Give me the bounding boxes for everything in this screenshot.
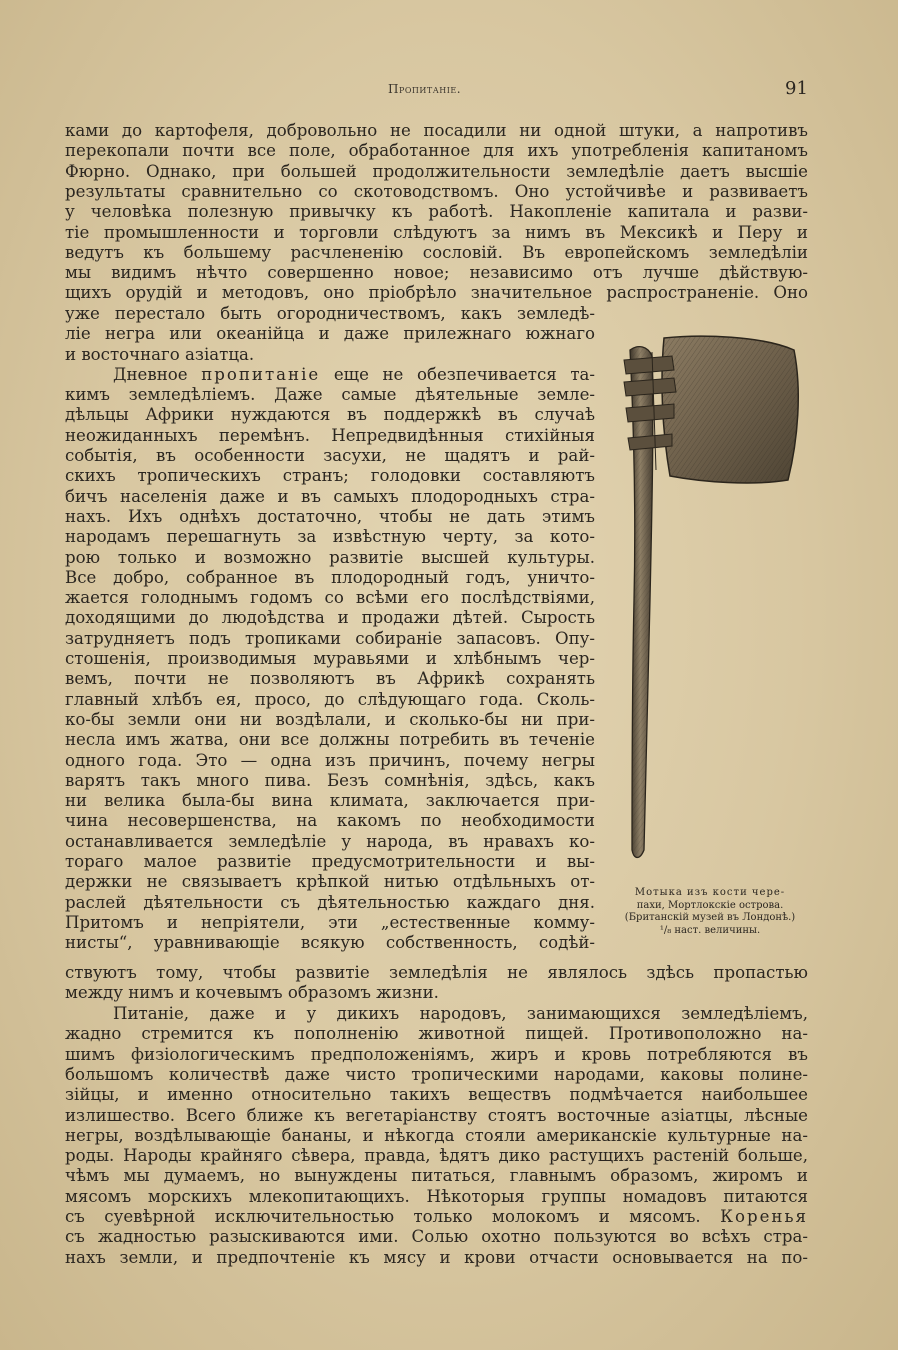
text-line: ко-бы земли они ни воздѣлали, и сколько-бы ни при- <box>65 709 595 729</box>
text-line: и восточнаго азіатца. <box>65 344 255 364</box>
text-line: неожиданныхъ перемѣнъ. Непредвидѣнныя стихійныя <box>65 425 595 445</box>
text-line: народамъ перешагнуть за извѣстную черту, за кото- <box>65 527 595 547</box>
emphasized-term: пропитаніе <box>201 364 321 384</box>
text-line: ліе негра или океанійца и даже прилежнаго южнаго <box>65 324 595 344</box>
text-line <box>65 1207 808 1227</box>
text-line: зійцы, и именно относительно такихъ веществъ подмѣчается наибольшее <box>65 1085 808 1105</box>
text-line: доходящими до людоѣдства и продажи дѣтей. Сырость <box>65 608 595 628</box>
text-line: у человѣка полезную привычку къ работѣ. Накопленіе капитала и разви- <box>65 202 808 222</box>
lead-text: Дневное <box>113 364 202 384</box>
text-line: ствуютъ тому, чтобы развитіе земледѣлія не являлось здѣсь пропастью <box>65 963 808 982</box>
text-line: съ жадностью разыскиваются ими. Солью охотно пользуются во всѣхъ стра- <box>65 1227 808 1247</box>
text-line: кимъ земледѣліемъ. Даже самые дѣятельные земле- <box>65 385 595 405</box>
text-line: затрудняетъ подъ тропиками собираніе запасовъ. Опу- <box>65 628 595 648</box>
text-line: Фюрно. Однако, при большей продолжительности земледѣліе даетъ высшіе <box>65 161 808 181</box>
text-line: излишество. Всего ближе къ вегетаріанству стоятъ восточные азіатцы, лѣсные <box>65 1105 808 1125</box>
running-title: Пропитаніе. <box>388 82 462 96</box>
text-line: раслей дѣятельности съ дѣятельностью каждаго дня. <box>65 892 595 912</box>
text-line: нахъ земли, и предпочтеніе къ мясу и крови отчасти основывается на по- <box>65 1247 808 1267</box>
text-line: одного года. Это — одна изъ причинъ, почему негры <box>65 750 595 770</box>
text-line: мясомъ морскихъ млекопитающихъ. Нѣкоторыя группы номадовъ питаются <box>65 1186 808 1206</box>
text-line: чина несовершенства, на какомъ по необходимости <box>65 811 595 831</box>
text-line: держки не связываетъ крѣпкой нитью отдѣльныхъ от- <box>65 872 595 892</box>
text-line: щихъ орудій и методовъ, оно пріобрѣло значительное распространеніе. Оно <box>65 283 808 303</box>
text-line: шимъ физіологическимъ предположеніямъ, жиръ и кровь потребляются въ <box>65 1044 808 1064</box>
text-line: жадно стремится къ пополненію животной пищей. Противоположно на- <box>65 1024 808 1044</box>
caption-line: пахи, Мортлокскіе острова. <box>636 899 784 911</box>
text-line: нахъ. Ихъ однѣхъ достаточно, чтобы не дать этимъ <box>65 506 595 526</box>
text-line: роды. Народы крайняго сѣвера, правда, ѣдятъ дико растущихъ растеній больше, <box>65 1146 808 1166</box>
bone-hoe-illustration-icon <box>612 330 812 870</box>
text-line: ни велика была-бы вина климата, заключается при- <box>65 791 595 811</box>
text-line: останавливается земледѣліе у народа, въ нравахъ ко- <box>65 831 595 851</box>
text-line: несла имъ жатва, они все должны потребить въ теченіе <box>65 730 595 750</box>
text-line: Питаніе, даже и у дикихъ народовъ, занимающихся земледѣліемъ, <box>113 1004 808 1023</box>
text-line: результаты сравнительно со скотоводствомъ. Оно устойчивѣе и развиваетъ <box>65 181 808 201</box>
text-line: негры, воздѣлывающіе бананы, и нѣкогда стояли американскіе культурные на- <box>65 1125 808 1145</box>
text-line: тораго малое развитіе предусмотрительности и вы- <box>65 852 595 872</box>
emphasized-term: Коренья <box>720 1207 808 1226</box>
paragraph-lead-line <box>65 365 595 385</box>
text-line: стошенія, производимыя муравьями и хлѣбнымъ чер- <box>65 649 595 669</box>
text-line: рою только и возможно развитіе высшей культуры. <box>65 547 595 567</box>
text-line: перекопали почти все поле, обработанное для ихъ употребленія капитаномъ <box>65 141 808 161</box>
text-fragment: съ суевѣрной исключительностью только молокомъ и мясомъ. <box>65 1207 701 1226</box>
text-line: бичъ населенія даже и въ самыхъ плодородныхъ стра- <box>65 486 595 506</box>
figure-caption <box>604 887 816 937</box>
text-line: варятъ такъ много пива. Безъ сомнѣнія, здѣсь, какъ <box>65 770 595 790</box>
text-line: событія, въ особенности засухи, не щадятъ и рай- <box>65 446 595 466</box>
text-line: дѣльцы Африки нуждаются въ поддержкѣ въ случаѣ <box>65 405 595 425</box>
text-line: чѣмъ мы думаемъ, но вынуждены питаться, главнымъ образомъ, жиромъ и <box>65 1166 808 1186</box>
text-line: уже перестало быть огородничествомъ, какъ земледѣ- <box>65 304 595 323</box>
text-line: тіе промышленности и торговли слѣдуютъ за нимъ въ Мексикѣ и Перу и <box>65 222 808 242</box>
text-line: главный хлѣбъ ея, просо, до слѣдующаго года. Сколь- <box>65 689 595 709</box>
page-number: 91 <box>785 78 808 99</box>
caption-line: Мотыка изъ кости чере- <box>634 887 786 898</box>
text-line: вемъ, почти не позволяютъ въ Африкѣ сохранять <box>65 669 595 689</box>
text-line: Все добро, собранное въ плодородный годъ, уничто- <box>65 567 595 587</box>
text-line: большомъ количествѣ даже чисто тропическими народами, каковы полине- <box>65 1064 808 1084</box>
text-line: Притомъ и непріятели, эти „естественные комму- <box>65 912 595 932</box>
text-line: между нимъ и кочевымъ образомъ жизни. <box>65 983 439 1003</box>
caption-line: (Британскій музей въ Лондонѣ.) <box>624 912 796 923</box>
text-line: скихъ тропическихъ странъ; голодовки составляютъ <box>65 466 595 486</box>
text-line: ками до картофеля, добровольно не посадили ни одной штуки, а напротивъ <box>65 121 808 140</box>
text-line: ведутъ къ большему расчлененію сословій. Въ европейскомъ земледѣліи <box>65 242 808 262</box>
lead-text: еще не обезпечивается та- <box>320 364 595 384</box>
text-line: жается голоднымъ годомъ со всѣми его послѣдствіями, <box>65 588 595 608</box>
text-column <box>65 304 595 954</box>
text-line: мы видимъ нѣчто совершенно новое; независимо отъ лучше дѣйствую- <box>65 263 808 283</box>
caption-line: ¹/₈ наст. величины. <box>659 924 761 936</box>
text-line: нисты“, уравнивающіе всякую собственность, содѣй- <box>65 933 595 953</box>
page-header <box>0 80 898 104</box>
